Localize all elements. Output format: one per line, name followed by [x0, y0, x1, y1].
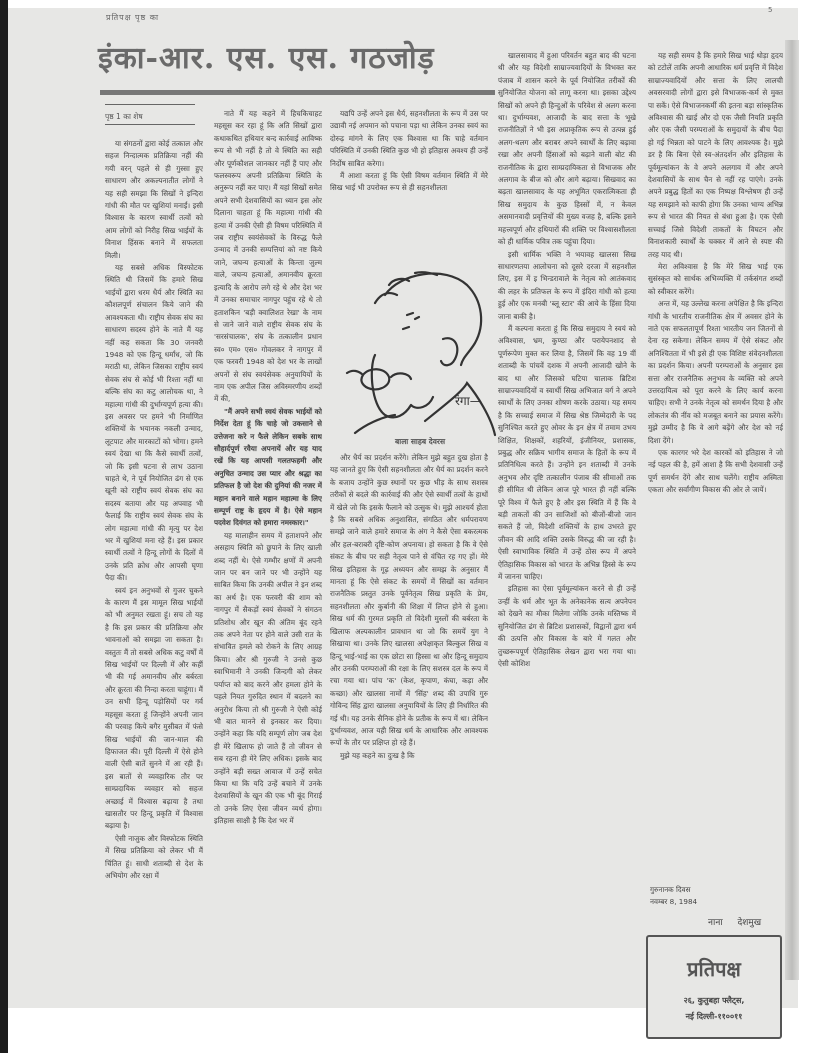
sketch-head-outline: [385, 274, 481, 365]
paragraph: मेरा अविश्वास है कि मेरे सिख भाई एक सुसंस्कृत को सार्थक अभिव्यक्ति में तर्कसंगत शब्दों को स्वीकार करेंगे।: [648, 261, 783, 296]
paragraph: मुझे यह कहने का दुःख है कि: [340, 750, 415, 760]
scan-edge: [0, 0, 8, 1053]
paragraph: यद्यपि उन्हें अपने इस धैर्य, सहनशीलता के रूप में उस पर उद्यावी नई अपमान को पचाना पड़ा था लेकिन उनका स्वयं का दोरुढ़ मांगने के लिए एक विश्वास था कि चाहे वर्तमान परिस्थिति में उनकी स्थिति कुछ भी हो इतिहास अवश्य ही उन्हें निर्दोष साबित करेगा।: [330, 109, 488, 168]
paragraph: यह मालाहीन समय में हताशपने और असहाय स्थिति को छुपाने के लिए खाली शब्द नहीं थे। ऐसे गम्भीर क्षणों में अपनी जान पर बन जाने पर भी उन्होंने यह साबित किया कि उनकी अपील ने इन शब्द का अर्थ है। एक फरवरी की शाम को नागपुर में सैकड़ों स्वयं सेवकों ने संगठन प्रतिशोध और खून की अंतिम बूंद रहने तक अपने नेता पर होने वाले उसी रात के संभावित हमले को रोकने के लिए आग्रह किया। और श्री गुरुजी ने उनसे कुछ स्वाभिमानी ने उनकी जिन्दगी को लेकर पर्याप्त को बाद करने और हमला होने के पहले नियत गुरुदित स्थान में बदलने का अनुरोध किया तो श्री गुरुजी ने ऐसी कोई भी बात मानने से इनकार कर दिया। उन्होंने कहा कि यदि सम्पूर्ण लोग जब देश ही मेरे खिलाफ हो जाते हैं तो जीवन से सब रहना ही मेरे लिए अधिक। इसके बाद उन्होंने बड़ी सख्त आवाज में उन्हें सचेत किया था कि यदि उन्हें बचाने में उनके देशवासियों के खून की एक भी बूंद गिराई तो उनके लिए ऐसा जीवन व्यर्थ होगा। इतिहास साक्षी है कि देश भर में: [214, 530, 322, 826]
sketch-hair: [375, 272, 437, 303]
paragraph: इसी धार्मिक भक्ति ने भयावह खालसा सिख साधारणतया आलोचना को दूसरे दरजा में सहनशील लिए, इस में इ भिन्डरावाले के नेतृत्व को आतंकवाद की लहर के प्रतिफल के रूप में इंदिरा गांधी को हत्या हुई और एक मनबी 'ब्लू स्टार' की आये के हिंसा दिया जाना बाकी है।: [498, 249, 636, 321]
sketch-shoulder: [425, 383, 495, 435]
paragraph: ऐसी नाजुक और विस्फोटक स्थिति में सिख प्रतिक्रिया को लेकर भी मैं चिंतित हूं। साधी शताब्दी से देश के अभियोग और रक्षा में: [105, 833, 203, 880]
headline-rule: [100, 90, 495, 95]
paragraph: एक कारगर भरे देश कारकों को इतिहास ने जो नई पहल की है, हमें आशा है कि सभी देशवासी उन्हें पूर्ण समर्थन देंगे और साथ चलेंगे। राष्ट्रीय अस्मिता एकता और सर्वांगीण विकास की ओर ले जायें।: [648, 448, 783, 495]
paragraph: यह सही समय है कि हमारे सिख भाई थोड़ा हृदय को टटोलें ताकि अपनी आधारिक धर्म प्रवृत्ति में विदेश साम्राज्यवादियों और सत्ता के लिए लालची अवसरवादी लोगों द्वारा इसे विभाजक-कर्म से मुक्त पा सकें। ऐसे विभाजनकर्मी की इतना बड़ा सांस्कृतिक अविश्वास की खाई और दो एक जैसी नियति प्रकृति और एक जैसी परम्पराओं के समुदायों के बीच पैदा हो गई भिन्नता को पाटने के लिए आवश्यक है। मुझे डर है कि बिना ऐसे स्व-अंतदर्शन और इतिहास के पूर्वमूल्यांकन के वे अपने अलगाव में और अपने देशवासियों के साथ चैन से नहीं रह पाएंगे। उनके अपने प्रबुद्ध हितों का एक निष्पक्ष विश्लेषण ही उन्हें यह समझाने को काफी होगा कि उनका भाग्य अभिन्न रूप से भारत की नियत से बंधा हुआ है। एक ऐसी सच्चाई जिसे विदेशी ताकतों के विघटन और विनाशकारी स्वार्थों के चक्कर में आने से स्पष्ट की तरह याद थी।: [648, 51, 783, 259]
page-number: 5: [768, 6, 773, 14]
sketch-face: [372, 355, 433, 417]
article-column-3-bottom: [330, 452, 488, 1012]
paragraph: नाते मैं यह कहने में हिचकिचाहट महसूस कर रहा हूं कि अति सिखों द्वारा कथाकथित हथियार बन्द कार्रवाई आविष्क रूप से भी नहीं है तो वे स्थिति का सही और पूर्णकौशल जानकार नहीं हैं पाए और फलस्वरूप अपनी प्रतिक्रिया स्थिति के अनुरूप नहीं कर पाए। मैं यहां सिखों समेत अपने सभी देशवासियों का ध्यान इस ओर दिलाना चाहता हूं कि महात्मा गांधी की हत्या में उनकी ऐसी ही विषम परिस्थिति में जब राष्ट्रीय स्वयंसेवकों के विरुद्ध फैले उन्माद में उनकी सम्पत्तियां को नष्ट किये जाने, जघन्य हत्याओं के किन्ता जुल्म वाले, जघन्य हत्याओं, अमानवीय क्रूरता इत्यादि के आरोप लगे रहे थे और देश भर में उनका समाचार नागपुर पहुंच रहे थे तो हताशकिन 'बड़ी क्वालिशत रेखा' के नाम से जाने जाने वाले राष्ट्रीय सेवक संघ के 'सरसंचालक', संघ के तत्कालीन प्रधान स्व० एम० एस० गोवलकर ने नागपुर में एक फरवरी 1948 को देश भर के लाखों अपनों से संघ स्वयंसेवक अनुयायियों के नाम एक अपील जिस अविस्मरणीय शब्दों में की,: [214, 109, 322, 404]
paragraph: यह सबसे अधिक विस्फोटक स्थिति थी जिसमें कि हमारे सिख भाईयों द्वारा धरम धैर्य और स्थिति का कौशलपूर्ण संचालन किये जाने की आवश्यकता थी। राष्ट्रीय सेवक संघ का साधारण सदस्य होने के नाते मैं यह नहीं कह सकता कि 30 जनवरी 1948 को एक हिन्दू धर्मांध, जो कि मराठी था, लेकिन जिसका राष्ट्रीय स्वयं सेवक संघ से कोई भी रिश्ता नहीं था बल्कि संघ का कटु आलोचक था, ने महात्मा गांधी की दुर्भाग्यपूर्ण हत्या की। इस अवसर पर हमने भी निर्माणित शक्तियों के भयानक नकली उन्माद, लूटपाट और मारकाटों को भोगा। हमने स्वयं देखा था कि कैसे स्वार्थी तत्वों, जो कि इसी घटना से लाभ उठाना चाहते थे, ने पूर्व नियोजित ढंग से एक खूनी को राष्ट्रीय स्वयं सेवक संघ का सदस्य बताया और यह अपवाह भी फैलाई कि राष्ट्रीय स्वयं सेवक संघ के लोग महात्मा गांधी की मृत्यु पर देश भर में खुशियां मना रहे हैं। इस प्रकार स्वार्थी तत्वों ने हिन्दू लोगों के दिलों में उनके प्रति क्रोध और आपसी घृणा पैदा की।: [105, 263, 203, 583]
paragraph: स्वयं इन अनुभवों से गुजर चुकने के कारण मैं इस मामूल सिख भाईयों को भी अनुमत रखता हूं। सच तो यह है कि इस प्रकार की प्रतिक्रिया और भावनाओं को समझा जा सकता है। वस्तुतः मैं तो सबसे अधिक कटु वर्षों में सिख भाईयों पर दिल्ली में और कहीं भी की गई अमानवीय और बर्बरता और क्रूरता की निन्दा करता चाहूंगा। मैं उन सभी हिन्दू पड़ोसियों पर गर्व महसूस करता हूं जिन्होंने अपनी जान की परवाह किये बगैर मुसीबत में फंसे सिख भाईयों की जान-माल की हिफाजत की। पूरी दिल्ली में ऐसे होने वाली ऐसी बातें सुनने में आ रही हैं। इस बातों से व्यवहारिक तौर पर साम्प्रदायिक व्यवहार को सहज अच्छाई में विश्वास बढ़ाया है तथा खासतौर पर हिन्दू प्रकृति में विश्वास बढ़ाया है।: [105, 585, 203, 831]
dateline-date: नवम्बर 8, 1984: [650, 897, 698, 906]
dateline: [650, 884, 697, 908]
paragraph: खालसावाद में हुआ परिवर्तन बहुत बाद की घटना थी और यह विदेशी साम्राज्यवादियों के विभक्त कर पंजाब में शासन करने के पूर्व नियोजित तरीकों की सुनियोजित योजना को लागू करना था। इसका उद्देश्य सिखों को अपने ही हिन्दुओं के परिवेश से अलग करना था। दुर्भाग्यवश, आजादी के बाद सत्ता के भूखे राजनीतिज्ञों ने भी इस अप्राकृतिक रूप से उत्पन्न हुई अलग-थलग और बराबर अपने स्वार्थों के लिए बढ़ावा रखा और अपनी हिंसाओं को बढ़ाने वाली बोट की राजनीतिक के द्वारा साम्प्रदायिकता से विभाजक और अलगाव के बीज को और आगे बढ़ाया। सिखवाद का बढ़ता खालसावाद के यह अभूमित एकरात्मिकता ही सिख समुदाय के कुछ हिस्सों में, न केवल असमानवादी प्रवृत्तियों की मुख्य वजह है, बल्कि इसने महत्त्वपूर्ण और हथियारों की शक्ति पर विश्वासशीलता को ही धार्मिक पवित्र तक पहुंचा दिया।: [498, 51, 636, 247]
publisher-address-line2: नई दिल्ली-११००११: [685, 1012, 743, 1021]
publisher-title: प्रतिपक्ष: [687, 957, 741, 981]
article-column-4: [498, 18, 636, 1008]
author-last-name: देशमुख: [737, 918, 762, 928]
divider: [105, 104, 195, 105]
publication-label: प्रतिपक्ष पृष्ठ का: [106, 13, 160, 22]
paragraph: या संगठनों द्वारा कोई तत्काल और सहज निन्दात्मक प्रतिक्रिया नहीं की गयी वरन् पहले से ही गुस्सा हुए साधारण और अकल्पनातीत लोगों ने यह सही समझा कि सिखों ने इन्दिरा गांधी की मौत पर खुशियां मनाईं। इसी विश्वास के कारण स्वार्थी तत्वों को आम लोगों को निरीह सिख भाईयों के विनाश हिंसक बनाने में सफलता मिली।: [105, 139, 203, 260]
publisher-box: [646, 935, 782, 1039]
headline: इंका-आर. एस. एस. गठजोड़: [98, 41, 435, 76]
continued-from-label: पृष्ठ 1 का शेष: [105, 112, 143, 121]
sketch-glasses: [347, 369, 411, 389]
paragraph: इतिहास का ऐसा पूर्वमूल्यांकन करने से ही उन्हें उन्हीं के धर्म और भूत के अनेकानेक सत्य अपनेपन को देखने का मौका मिलेगा जोकि उनके मस्तिष्क में सुनियोजित ढंग से ब्रिटिश प्रशासकों, विद्वानों द्वारा धर्म की उत्पत्ति और विकास के बारे में गलत और तुच्छरूपपूर्ण ऐतिहासिक लेखन द्वारा भरा गया था। ऐसी कोशिश: [498, 584, 636, 668]
paragraph: मैं कल्पना करता हूं कि सिख समुदाय ने स्वयं को अविश्वास, भ्रम, कुण्ठा और परायेपनशाद से पूर्णरूपेण मुक्त कर लिया है, जिसमें कि वह 19 वीं शताब्दी के पांचवें दशक में अपनी आजादी खोने के बाद था और जिसको घटिया चालाक ब्रिटिश साम्राज्यवादियों व स्वार्थी सिख अभिजात वर्ग ने अपने स्वार्थों के लिए उनका शोषण करके उठाया। यह समय है कि सच्चाई समाज में सिख श्रेष्ठ जिम्मेदारी के पद सुनिश्चित करते हुए ओवर के इन क्षेत्र में तमाम उभय शिक्षित, शिक्षकों, शहरियों, इंजीनियर, प्रशासक, प्रबुद्ध और सक्रिय भागीय समाज के हितों के रूप में प्रतिनिधित्व करते हैं। उन्होंने इन शताब्दी में उनके अनुभव और दृष्टि तत्कालीन पंजाब की सीमाओं तक ही सीमित थी लेकिन आज पूरे भारत ही नहीं बल्कि पूरे विश्व में फैले हुए है और इस स्थिति में हैं कि वे बड़ी ताकतों की उन साजिशों को बीजों-बीजो जान सकते हैं जो, विदेशी शक्तियों के हाथ उभरते हुए जीवन की आदि शक्ति उसके विरुद्ध की जा रही है। ऐसी स्वाभाविक स्थिति में उन्हें ठोस रूप में अपने ऐतिहासिक विकास को भारत के अभिन्न हिस्से के रूप में जानना चाहिए।: [498, 323, 636, 582]
author-first-name: नाना: [708, 918, 723, 928]
sketch-details: [403, 313, 419, 329]
artist-signature: रंगा—: [455, 394, 482, 408]
paragraph: और धैर्य का प्रदर्शन करेंगे। लेकिन मुझे बहुत दुख होता है यह जानते हुए कि ऐसी सहनशीलता और धैर्य का प्रदर्शन करने के बजाय उन्होंने कुछ स्थानों पर कुछ भीड़ के साथ सशस्त्र तरीकों से बदले की कार्रवाई की और ऐसे स्वार्थी तत्वों के हाथों में खेले जो कि इसके फैलाने को उत्सुक थे। मुझे आश्चर्य होता है कि सबसे अधिक अनुशासित, संगठित और धर्मपरायण समझे जाने वाले हमारे समाज के अंग ने कैसे ऐसा बकरत्मक और हल-बराबरी दृष्टि-कोण अपनाया। हो सकता है कि वे ऐसे संकट के बीच पर सही नेतृत्व पाने से वंचित रह गए हों। मेरे सिख इतिहास के गूढ़ अध्ययन और समझ के अनुसार मैं मानता हूं कि ऐसे संकट के समयों में सिखों का वर्तमान राजनैतिक प्रस्तुत उनके पूर्वनेतृत्व सिख प्रकृति के प्रेम, सहनशीलता और कुर्बानी की शिक्षा में लिप्त होने से हुआ। सिख धर्म की गुरमत प्रकृति तो विदेशी मुस्लों की बर्बरता के खिलाफ अल्पकालीन प्रावधान था जो कि समयें युग ने सिखाया था। उनके लिए खालसा अपेक्षाकृत बिल्कुल सिख व हिन्दू भाई-भाई का एक छोटा सा हिस्सा था और हिन्दू समुदाय और उनकी परम्पराओं की रक्षा के लिए सशस्त्र दल के रूप में रचा गया था। पांच 'क' (केश, कृपाण, कंघा, कड़ा और कच्छा) और खालसा नामों में 'सिंह' शब्द की उपाधि गुरु गोविन्द सिंह द्वारा खालसा अनुयायियों के लिए ही निर्धारित की गई थी। यह उनके सैनिक होने के प्रतीक के रूप में था। लेकिन दुर्भाग्यवश, आज यही सिख धर्म के आधारिक और आवश्यक रूपों के तौर पर प्रक्षिप्त हो रहे हैं।: [330, 453, 488, 748]
sketch-ear: [441, 338, 457, 365]
portrait-sketch: [345, 255, 505, 440]
publisher-address-line1: २६, कुतुबहा फ्लैट्स,: [683, 996, 745, 1005]
paragraph: अन्त में, यह उल्लेख करना अपेक्षित है कि इन्दिरा गांधी के भारतीय राजनीतिक क्षेत्र में अवसर होने के नाते एक सफलतापूर्ण रिश्ता भारतीय जन जितनों से देना रह सकेगा। लेकिन समय में ऐसे संकट और अनिश्चितता में भी इसे ही एक विशिष्ट संवेदनशीलता का प्रदर्शन किया। अपनी परम्पराओं के अनुसार इस सत्ता और राजनैतिक अनुभव के व्यक्ति को अपने उत्तरदायित्व को पूरा करने के लिए कार्य करना चाहिए। सभी ने उनके नेतृत्व को समर्थन दिया है और लोकतंत्र की नींव को मजबूत बनाने का प्रयास करेंगे। मुझे उम्मीद है कि वे आगे बढ़ेंगे और देश को नई दिशा देंगे।: [648, 299, 783, 445]
author-name: [708, 915, 761, 928]
article-column-1: [105, 138, 203, 958]
paragraph: मैं आशा करता हूं कि ऐसी विषम वर्तमान स्थिति में मेरे सिख भाई भी उपरोक्त रूप से ही सहनशीलता: [330, 171, 488, 193]
sketch-caption: बाला साहब देवरस: [395, 437, 446, 446]
quote-paragraph: "मैं अपने सभी स्वयं सेवक भाईयों को निर्देश देता हूं कि चाहे जो उकसाने से उत्तेजना करे न फैले लेकिन सबके साथ सौहार्दपूर्ण रवैया अपनायें और यह याद रखें कि यह आपसी गलतफहमी और अनुचित उन्माद उस प्यार और श्रद्धा का प्रतिफल है जो देश की दुनियां की नजर में महान बनाने वाले महान महात्मा के लिए सम्पूर्ण राष्ट्र के हृदय में है। ऐसे महान पदवेश दिवंगत को हमारा नमस्कार।": [214, 406, 322, 528]
dateline-place: गुरुनानक दिवस: [650, 885, 691, 894]
article-column-5: [648, 18, 783, 838]
divider: [105, 124, 195, 125]
article-column-2: [214, 108, 322, 1008]
page-fold-shadow: [785, 40, 799, 980]
